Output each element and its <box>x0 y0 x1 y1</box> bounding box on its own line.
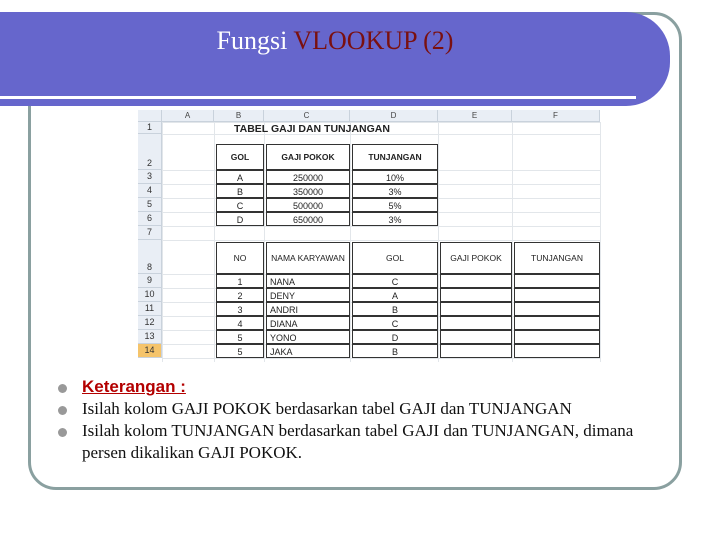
lookup-cell: C <box>216 198 264 212</box>
row-header: 2 <box>138 134 162 170</box>
lookup-cell: 250000 <box>266 170 350 184</box>
title-accent: VLOOKUP (2) <box>293 26 454 55</box>
grid-line <box>600 122 601 362</box>
lookup-cell: 500000 <box>266 198 350 212</box>
row-header: 10 <box>138 288 162 302</box>
row-header: 13 <box>138 330 162 344</box>
lookup-cell: 350000 <box>266 184 350 198</box>
bullet-icon <box>58 384 67 393</box>
employee-empty-cell <box>514 302 600 316</box>
slide-title <box>0 26 670 56</box>
employee-empty-cell <box>514 288 600 302</box>
grid-line <box>264 122 265 362</box>
employee-cell: B <box>352 302 438 316</box>
lookup-header-cell: GOL <box>216 144 264 170</box>
notes-heading <box>58 376 678 398</box>
employee-cell: ANDRI <box>266 302 350 316</box>
spreadsheet-screenshot <box>138 110 600 362</box>
column-header: B <box>214 110 264 122</box>
grid-line <box>350 122 351 362</box>
employee-cell: DIANA <box>266 316 350 330</box>
column-header: C <box>264 110 350 122</box>
employee-cell: 5 <box>216 330 264 344</box>
banner-divider <box>0 96 636 99</box>
lookup-cell: A <box>216 170 264 184</box>
title-plain: Fungsi <box>216 26 288 55</box>
grid-line <box>512 122 513 362</box>
employee-empty-cell <box>440 288 512 302</box>
lookup-cell: 650000 <box>266 212 350 226</box>
row-header: 8 <box>138 240 162 274</box>
employee-cell: JAKA <box>266 344 350 358</box>
column-header: E <box>438 110 512 122</box>
lookup-header-cell: GAJI POKOK <box>266 144 350 170</box>
employee-empty-cell <box>514 274 600 288</box>
employee-cell: 1 <box>216 274 264 288</box>
row-header: 9 <box>138 274 162 288</box>
grid-line <box>162 226 600 227</box>
lookup-cell: 3% <box>352 184 438 198</box>
row-header: 6 <box>138 212 162 226</box>
notes-list <box>58 376 678 464</box>
notes-heading-text: Keterangan : <box>82 377 186 396</box>
employee-empty-cell <box>440 302 512 316</box>
employee-cell: 2 <box>216 288 264 302</box>
employee-header-cell: TUNJANGAN <box>514 242 600 274</box>
employee-empty-cell <box>440 316 512 330</box>
grid-line <box>162 240 600 241</box>
column-header: D <box>350 110 438 122</box>
employee-empty-cell <box>440 274 512 288</box>
bullet-icon <box>58 406 67 415</box>
employee-cell: 5 <box>216 344 264 358</box>
lookup-header-cell: TUNJANGAN <box>352 144 438 170</box>
row-header: 14 <box>138 344 162 358</box>
row-header: 11 <box>138 302 162 316</box>
column-header: F <box>512 110 600 122</box>
employee-empty-cell <box>514 316 600 330</box>
sheet-table-title: TABEL GAJI DAN TUNJANGAN <box>234 123 390 135</box>
row-header: 4 <box>138 184 162 198</box>
employee-cell: C <box>352 274 438 288</box>
row-header: 5 <box>138 198 162 212</box>
grid-line <box>162 122 163 362</box>
employee-header-cell: GOL <box>352 242 438 274</box>
employee-cell: A <box>352 288 438 302</box>
employee-cell: C <box>352 316 438 330</box>
grid-line <box>214 122 215 362</box>
employee-cell: YONO <box>266 330 350 344</box>
employee-empty-cell <box>440 344 512 358</box>
employee-cell: NANA <box>266 274 350 288</box>
lookup-cell: D <box>216 212 264 226</box>
lookup-cell: B <box>216 184 264 198</box>
lookup-cell: 5% <box>352 198 438 212</box>
employee-cell: B <box>352 344 438 358</box>
employee-cell: D <box>352 330 438 344</box>
lookup-cell: 10% <box>352 170 438 184</box>
lookup-cell: 3% <box>352 212 438 226</box>
sheet-corner <box>138 110 162 122</box>
note-text: Isilah kolom TUNJANGAN berdasarkan tabel GAJI dan TUNJANGAN, dimana persen dikalikan GAJI POKOK. <box>82 421 634 462</box>
note-item <box>58 398 678 420</box>
employee-empty-cell <box>440 330 512 344</box>
employee-empty-cell <box>514 344 600 358</box>
row-header: 3 <box>138 170 162 184</box>
row-header: 12 <box>138 316 162 330</box>
bullet-icon <box>58 428 67 437</box>
employee-empty-cell <box>514 330 600 344</box>
grid-line <box>438 122 439 362</box>
row-header: 7 <box>138 226 162 240</box>
employee-cell: DENY <box>266 288 350 302</box>
note-text: Isilah kolom GAJI POKOK berdasarkan tabel GAJI dan TUNJANGAN <box>82 399 572 418</box>
grid-line <box>162 358 600 359</box>
employee-header-cell: NAMA KARYAWAN <box>266 242 350 274</box>
employee-cell: 3 <box>216 302 264 316</box>
employee-cell: 4 <box>216 316 264 330</box>
row-header: 1 <box>138 122 162 134</box>
employee-header-cell: NO <box>216 242 264 274</box>
note-item <box>58 420 678 464</box>
column-header: A <box>162 110 214 122</box>
employee-header-cell: GAJI POKOK <box>440 242 512 274</box>
